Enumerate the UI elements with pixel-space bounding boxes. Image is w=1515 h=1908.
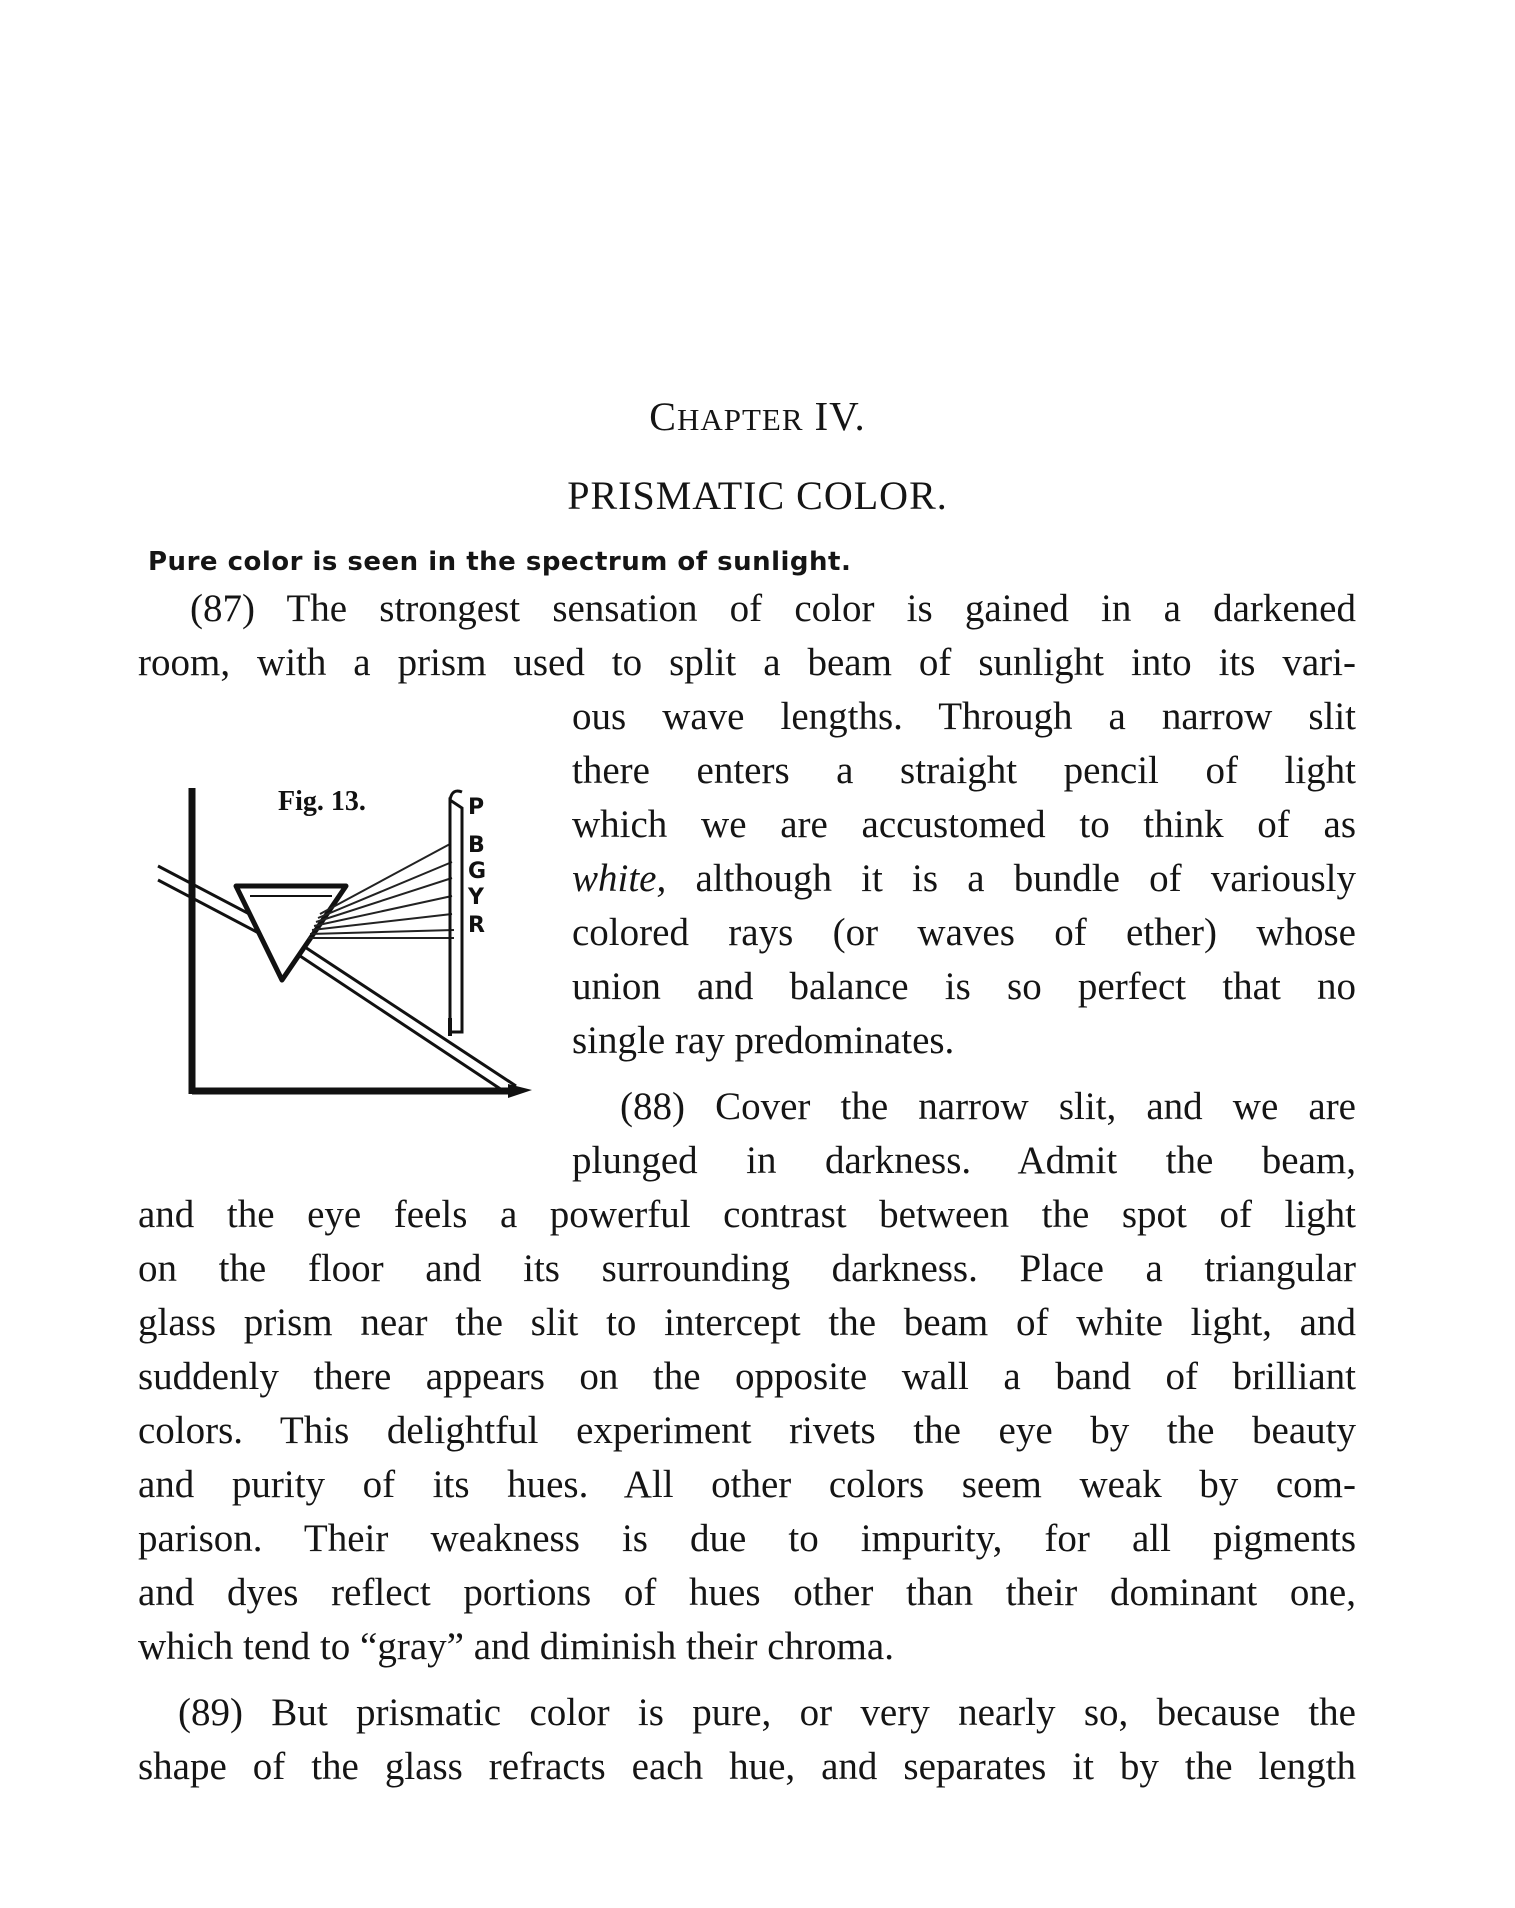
text-line: (88) Cover the narrow slit, and we are — [620, 1085, 1356, 1128]
sidenote: Pure color is seen in the spectrum of sunlight. — [148, 547, 852, 577]
text-line: there enters a straight pencil of light — [572, 749, 1356, 792]
direct-beam-line — [282, 944, 502, 1090]
figure-floor-arrow — [508, 1084, 532, 1098]
screen — [450, 800, 462, 1032]
text-line: parison. Their weakness is due to impurity, for all pigments — [138, 1517, 1356, 1560]
text-line: shape of the glass refracts each hue, and separates it by the length — [138, 1745, 1356, 1788]
text-line: colors. This delightful experiment rivets the eye by the beauty — [138, 1409, 1356, 1452]
text-line: room, with a prism used to split a beam of sunlight into its vari- — [138, 641, 1356, 684]
prism-figure — [150, 768, 560, 1120]
chapter-number: IV. — [814, 393, 866, 439]
direct-beam-line — [276, 928, 516, 1086]
figure-caption: Fig. 13. — [278, 786, 366, 817]
chapter-word: HAPTER — [676, 402, 804, 437]
text-line: which we are accustomed to think of as — [572, 803, 1356, 846]
label-y: Y — [468, 885, 484, 910]
text-line: (87) The strongest sensation of color is gained in a darkened — [190, 587, 1356, 630]
italic-word: white, — [572, 857, 667, 900]
text-line: (89) But prismatic color is pure, or very nearly so, because the — [178, 1691, 1356, 1734]
text-line-with-italic — [572, 852, 1356, 906]
text-line: single ray predominates. — [572, 1019, 955, 1062]
chapter-initial: C — [649, 394, 677, 439]
text-line: glass prism near the slit to intercept the beam of white light, and — [138, 1301, 1356, 1344]
label-r: R — [468, 913, 485, 938]
text-line: suddenly there appears on the opposite wall a band of brilliant — [138, 1355, 1356, 1398]
screen-top — [450, 791, 462, 800]
label-g: G — [468, 859, 487, 884]
text-line: on the floor and its surrounding darkness. Place a triangular — [138, 1247, 1356, 1290]
text-line: and purity of its hues. All other colors seem weak by com- — [138, 1463, 1356, 1506]
text-line: union and balance is so perfect that no — [572, 965, 1356, 1008]
chapter-heading — [0, 392, 1515, 440]
text-line: ous wave lengths. Through a narrow slit — [572, 695, 1356, 738]
page-title: PRISMATIC COLOR. — [567, 473, 948, 518]
label-p: P — [468, 795, 485, 820]
text-line: plunged in darkness. Admit the beam, — [572, 1139, 1356, 1182]
text-line: and dyes reflect portions of hues other than their dominant one, — [138, 1571, 1356, 1614]
spectrum-ray — [320, 844, 450, 914]
text-line: which tend to “gray” and diminish their chroma. — [138, 1625, 894, 1668]
text-line: and the eye feels a powerful contrast between the spot of light — [138, 1193, 1356, 1236]
spectrum-ray — [310, 930, 454, 934]
label-b: B — [468, 833, 485, 858]
text-line: colored rays (or waves of ether) whose — [572, 911, 1356, 954]
text-line-rest: although it is a bundle of variously — [695, 857, 1356, 900]
